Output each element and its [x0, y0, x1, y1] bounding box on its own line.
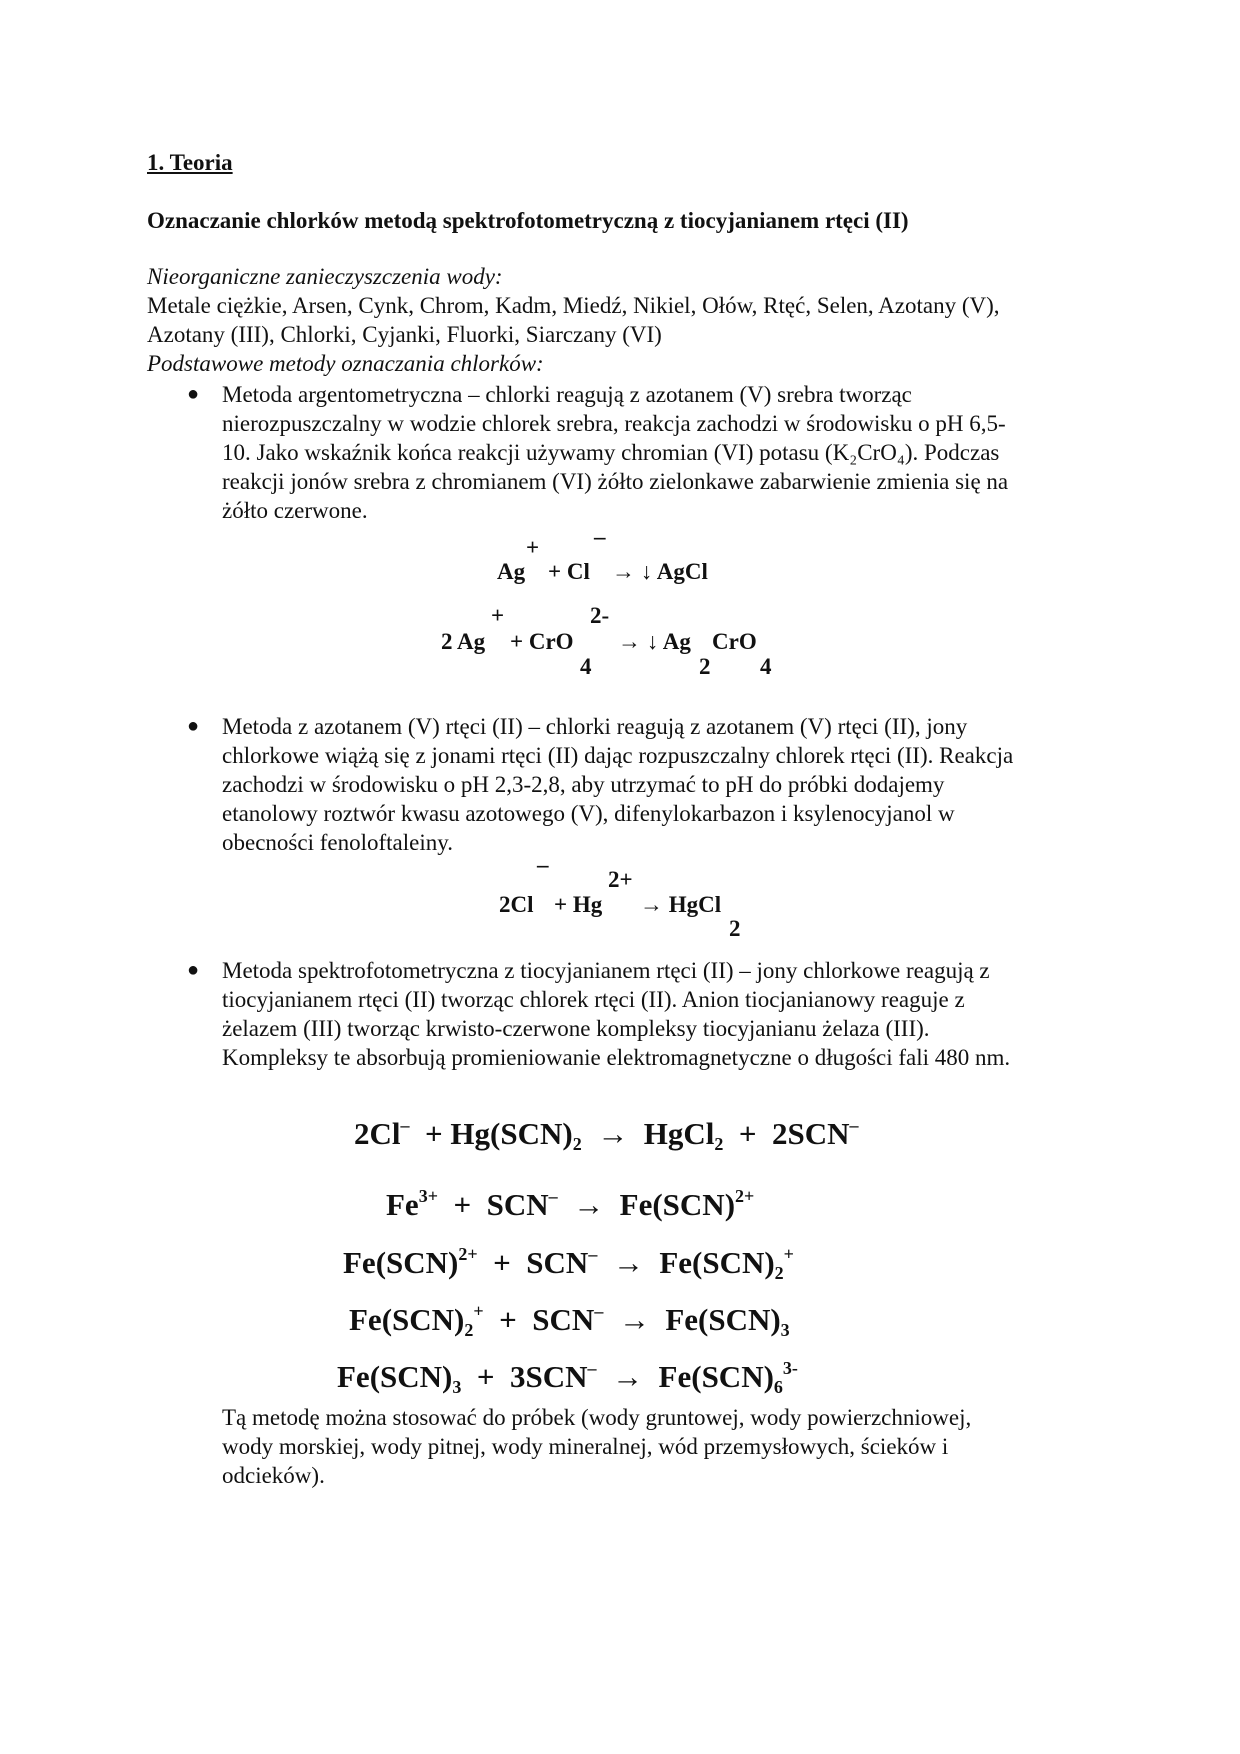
product-ag: → ↓ Ag — [618, 629, 691, 654]
species-cro: + CrO — [510, 629, 574, 654]
bullet-icon: ● — [187, 383, 200, 405]
methods-label: Podstawowe metody oznaczania chlorków: — [147, 351, 544, 376]
species-2cl: 2Cl — [499, 892, 534, 917]
subscript-2: 2 — [729, 916, 741, 941]
species-2ag: 2 Ag — [441, 629, 486, 654]
subscript-4b: 4 — [760, 654, 772, 679]
species-hg: + Hg — [554, 892, 603, 917]
method2-line-1: Metoda z azotanem (V) rtęci (II) – chlorki reagują z azotanem (V) rtęci (II), jony — [222, 714, 968, 739]
method2-line-5: obecności fenoloftaleiny. — [222, 830, 453, 855]
subscript-4: 4 — [580, 654, 592, 679]
closing-line-2: wody morskiej, wody pitnej, wody mineralnej, wód przemysłowych, ścieków i — [222, 1434, 949, 1459]
method1-line-5: żółto czerwone. — [222, 498, 368, 523]
charge-minus: – — [594, 524, 606, 549]
closing-line-3: odcieków). — [222, 1463, 325, 1488]
method3-line-3: żelazem (III) tworząc krwisto-czerwone kompleksy tiocyjanianu żelaza (III). — [222, 1016, 930, 1041]
equation-cl-hgscn: $2Cl^- + Hg(SCN)_2$ → HgCl$_2$ + 2SCN– — [354, 1115, 859, 1154]
bullet-icon: ● — [187, 715, 200, 737]
method2-line-2: chlorkowe wiążą się z jonami rtęci (II) dając rozpuszczalny chlorek rtęci (II). Reakcja — [222, 743, 1014, 768]
charge-plus: + — [491, 603, 505, 628]
method3-line-2: tiocyjanianem rtęci (II) tworząc chlorek rtęci (II). Anion tiocjanianowy reaguje z — [222, 987, 965, 1012]
charge-2minus: 2- — [590, 603, 610, 628]
product-cro: CrO — [712, 629, 757, 654]
method2-line-4: etanolowy roztwór kwasu azotowego (V), difenylokarbazon i ksylenocyjanol w — [222, 801, 955, 826]
method1-line-4: reakcji jonów srebra z chromianem (VI) żółto zielonkawe zabarwienie zmienia się na — [222, 469, 1009, 494]
impurities-label: Nieorganiczne zanieczyszczenia wody: — [147, 264, 503, 289]
species-ag: Ag — [497, 559, 526, 584]
product-hgcl: → HgCl — [640, 892, 722, 917]
method1-line-2: nierozpuszczalny w wodzie chlorek srebra, reakcja zachodzi w środowisku o pH 6,5- — [222, 411, 1006, 436]
charge-2plus: 2+ — [608, 867, 633, 892]
charge-plus: + — [526, 535, 540, 560]
bullet-icon: ● — [187, 959, 200, 981]
subscript-2: 2 — [699, 654, 711, 679]
equation-fe-scn: $Fe^{3+} + SCN^- \to Fe(SCN)^{2+}$ — [386, 1186, 755, 1222]
equation-fescn-scn-1: $Fe(SCN)^{2+} + SCN^- \to Fe(SCN)_2^+$ — [343, 1244, 794, 1283]
method1-line-1: Metoda argentometryczna – chlorki reagują z azotanem (V) srebra tworząc — [222, 382, 912, 407]
impurities-line-2: Azotany (III), Chlorki, Cyjanki, Fluorki, Siarczany (VI) — [147, 322, 662, 347]
species-cl: + Cl — [548, 559, 590, 584]
product-agcl: → ↓ AgCl — [612, 559, 708, 584]
section-title: 1. Teoria — [147, 150, 233, 175]
method2-line-3: zachodzi w środowisku o pH 2,3-2,8, aby utrzymać to pH do próbki dodajemy — [222, 772, 945, 797]
method1-line-3: 10. Jako wskaźnik końca reakcji używamy chromian (VI) potasu (K₂CrO₄). Podczas — [222, 440, 1000, 465]
method3-line-4: Kompleksy te absorbują promieniowanie elektromagnetyczne o długości fali 480 nm. — [222, 1045, 1011, 1070]
document-subtitle: Oznaczanie chlorków metodą spektrofotometryczną z tiocyjanianem rtęci (II) — [147, 208, 909, 233]
equation-fescn-scn-2: $Fe(SCN)_2^+ + SCN^- \to Fe(SCN)_3$ — [349, 1301, 790, 1340]
charge-minus: – — [537, 852, 549, 877]
method3-line-1: Metoda spektrofotometryczna z tiocyjanianem rtęci (II) – jony chlorkowe reagują z — [222, 958, 990, 983]
impurities-line-1: Metale ciężkie, Arsen, Cynk, Chrom, Kadm, Miedź, Nikiel, Ołów, Rtęć, Selen, Azotany (V), — [147, 293, 1000, 318]
closing-line-1: Tą metodę można stosować do próbek (wody gruntowej, wody powierzchniowej, — [222, 1405, 972, 1430]
equation-fescn-scn-3: $Fe(SCN)_3 + 3SCN^- \to Fe(SCN)_6^{3-}$ — [337, 1358, 798, 1397]
